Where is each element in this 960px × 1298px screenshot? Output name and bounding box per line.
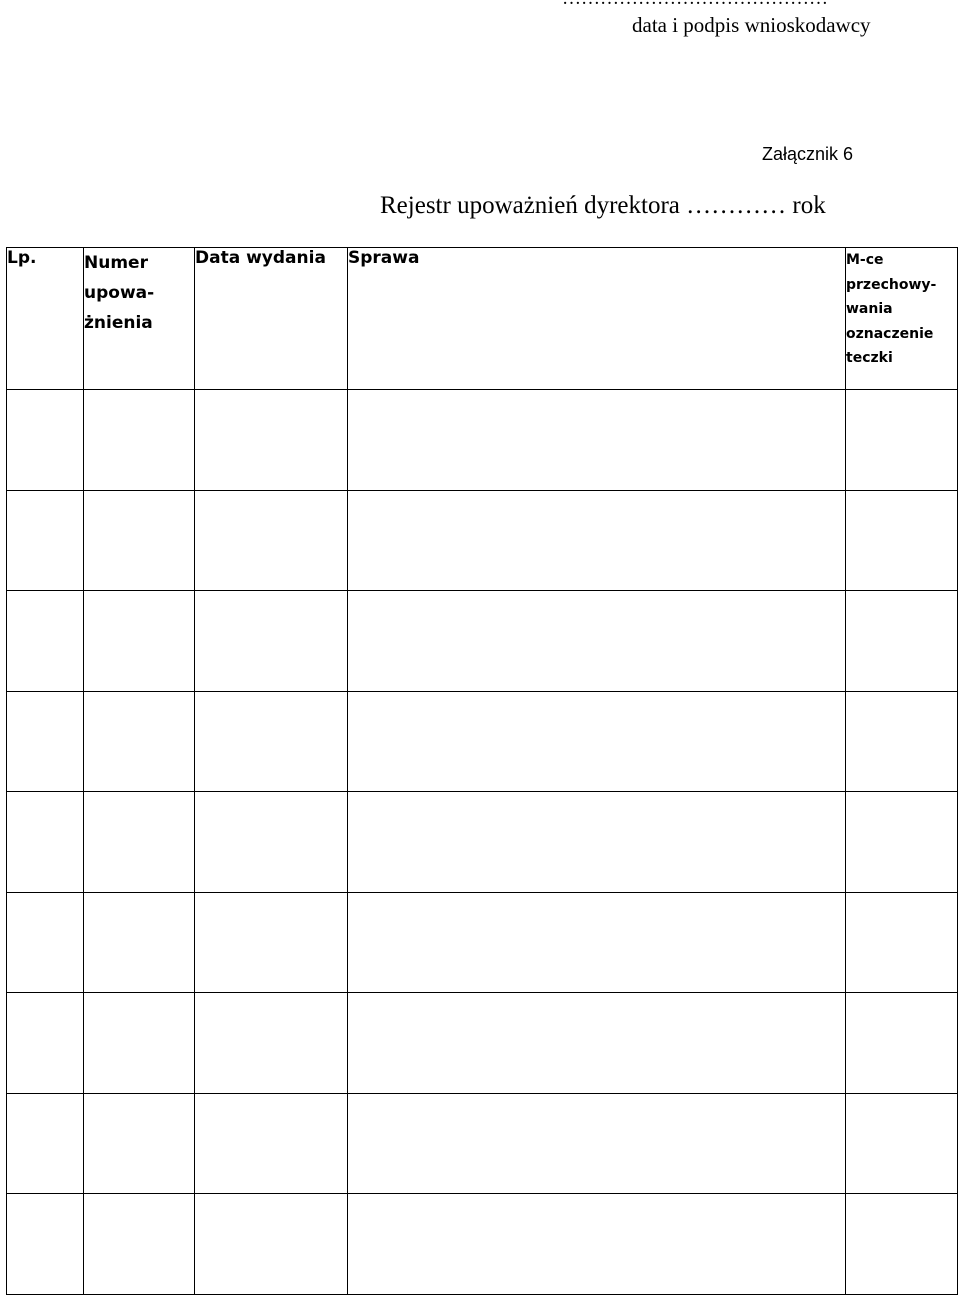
- cell-date: [195, 691, 348, 792]
- cell-date: [195, 490, 348, 591]
- cell-storage: [846, 1194, 958, 1295]
- cell-date: [195, 892, 348, 993]
- cell-case: [348, 691, 846, 792]
- column-header-lp: [7, 248, 84, 390]
- column-header-number-line-3: żnienia: [84, 313, 153, 333]
- cell-storage: [846, 490, 958, 591]
- column-header-number: [84, 248, 195, 390]
- table-row: [7, 1093, 958, 1194]
- column-header-number-line-1: Numer: [84, 253, 148, 273]
- column-header-storage-line-1: M-ce: [846, 252, 884, 268]
- table-row: [7, 490, 958, 591]
- column-header-date-label: Data wydania: [195, 248, 326, 268]
- cell-storage: [846, 1093, 958, 1194]
- cell-lp: [7, 390, 84, 491]
- column-header-storage-line-3: wania: [846, 301, 893, 317]
- header-row: [7, 248, 958, 390]
- cell-storage: [846, 792, 958, 893]
- column-header-case: [348, 248, 846, 390]
- cell-lp: [7, 591, 84, 692]
- column-header-storage-line-5: teczki: [846, 350, 893, 366]
- cell-date: [195, 390, 348, 491]
- cell-case: [348, 1093, 846, 1194]
- cell-lp: [7, 490, 84, 591]
- cell-case: [348, 792, 846, 893]
- signature-dotted-line: [562, 0, 828, 10]
- cell-lp: [7, 792, 84, 893]
- cell-lp: [7, 1093, 84, 1194]
- cell-number: [84, 691, 195, 792]
- annex-label: Załącznik 6: [762, 144, 854, 164]
- cell-case: [348, 390, 846, 491]
- cell-date: [195, 1194, 348, 1295]
- table-row: [7, 892, 958, 993]
- table-row: [7, 691, 958, 792]
- cell-date: [195, 591, 348, 692]
- cell-number: [84, 390, 195, 491]
- cell-case: [348, 1194, 846, 1295]
- column-header-storage: [846, 248, 958, 390]
- cell-number: [84, 1093, 195, 1194]
- table-row: [7, 792, 958, 893]
- column-header-storage-line-2: przechowy-: [846, 276, 937, 293]
- cell-number: [84, 591, 195, 692]
- table-row: [7, 993, 958, 1094]
- column-header-lp-label: Lp.: [7, 248, 37, 268]
- cell-number: [84, 792, 195, 893]
- cell-number: [84, 892, 195, 993]
- register-table: [6, 247, 958, 1295]
- signature-caption: data i podpis wnioskodawcy: [632, 13, 871, 37]
- cell-date: [195, 792, 348, 893]
- cell-lp: [7, 892, 84, 993]
- column-header-storage-line-4: oznaczenie: [846, 325, 934, 342]
- cell-storage: [846, 591, 958, 692]
- cell-lp: [7, 993, 84, 1094]
- column-header-date: [195, 248, 348, 390]
- table-row: [7, 591, 958, 692]
- cell-number: [84, 1194, 195, 1295]
- cell-date: [195, 993, 348, 1094]
- table-row: [7, 390, 958, 491]
- cell-number: [84, 993, 195, 1094]
- table-row: [7, 1194, 958, 1295]
- page-title: Rejestr upoważnień dyrektora ………… rok: [380, 192, 826, 219]
- cell-storage: [846, 892, 958, 993]
- cell-case: [348, 892, 846, 993]
- cell-storage: [846, 390, 958, 491]
- cell-case: [348, 591, 846, 692]
- cell-storage: [846, 691, 958, 792]
- column-header-case-label: Sprawa: [348, 248, 420, 268]
- cell-number: [84, 490, 195, 591]
- cell-case: [348, 490, 846, 591]
- cell-lp: [7, 691, 84, 792]
- column-header-number-line-2: upowa-: [84, 283, 155, 303]
- cell-storage: [846, 993, 958, 1094]
- cell-lp: [7, 1194, 84, 1295]
- cell-case: [348, 993, 846, 1094]
- cell-date: [195, 1093, 348, 1194]
